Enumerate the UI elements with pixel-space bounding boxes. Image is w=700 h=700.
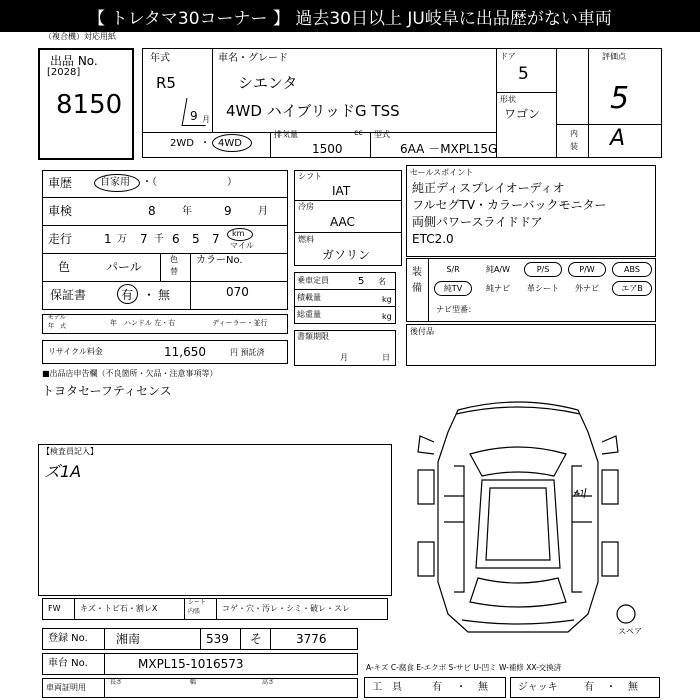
model-grade: 4WD ハイブリッドG TSS — [226, 102, 400, 120]
shape-value: ワゴン — [504, 107, 541, 121]
inspection-month-unit: 月 — [258, 206, 268, 217]
equipment-pw: P/W — [568, 262, 606, 277]
seat-label-2: 内張 — [188, 608, 201, 615]
doc-deadline-unit2: 日 — [382, 353, 390, 362]
displacement-value: 1500 — [312, 142, 343, 156]
warranty-sep: ・ — [143, 288, 156, 302]
seat-label-1: シート — [188, 599, 207, 606]
registration-area: 湘南 — [116, 632, 141, 646]
interior-label-2: 装 — [570, 142, 578, 151]
model-year-label-2: 年 式 — [48, 323, 67, 330]
equipment-airbag: エアB — [612, 281, 652, 296]
tools-no: 無 — [478, 682, 488, 693]
model-year-dealer: ディーラー・並行 — [212, 319, 268, 327]
registration-kana: そ — [250, 632, 263, 646]
doors-label: ドア — [500, 52, 516, 61]
mileage-label: 走行 — [48, 232, 73, 246]
capacity-value: 5 — [358, 276, 365, 287]
equipment-ps: P/S — [524, 262, 562, 277]
history-rest: ・（ ） — [142, 177, 237, 188]
history-value: 自家用 — [100, 177, 130, 188]
size-label: 車両証明用 — [46, 683, 86, 692]
model-code-label: 型式 — [374, 130, 390, 139]
equipment-aw: 純A/W — [485, 265, 511, 274]
equipment-sr: S/R — [446, 265, 460, 274]
model-year-handle: ハンドル 左・右 — [124, 319, 176, 327]
score-value: 5 — [610, 81, 630, 116]
seat-text: コゲ・穴・汚レ・シミ・破レ・スレ — [222, 604, 350, 613]
mileage-mile: マイル — [230, 241, 254, 250]
fuel-value: ガソリン — [322, 248, 371, 262]
model-code-value: 6AA －MXPL15G — [400, 142, 498, 156]
history-label: 車歴 — [48, 176, 73, 190]
equipment-ext-navi: 外ナビ — [575, 284, 599, 293]
score-label: 評価点 — [602, 52, 626, 61]
interior-value: A — [610, 126, 626, 151]
registration-number: 3776 — [296, 632, 327, 646]
year-month: 9 — [190, 109, 198, 123]
seller-notes-label: ■出品店申告欄（不良箇所・欠品・注意事項等） — [42, 369, 218, 378]
year-label: 年式 — [150, 53, 170, 64]
mileage-u1: 万 — [117, 234, 127, 245]
tools-yes: 有 — [432, 682, 442, 693]
lot-label: 出品 No. — [50, 54, 98, 68]
post-install-label: 後付品 — [410, 327, 434, 336]
displacement-label: 排気量 — [274, 130, 298, 139]
mileage-d3: 6 — [172, 232, 180, 246]
mileage-d4: 5 — [192, 232, 200, 246]
shift-value: IAT — [332, 184, 351, 198]
capacity-label: 乗車定員 — [297, 276, 329, 285]
size-width: 幅 — [190, 679, 197, 686]
inspector-notes-text: ズ1A — [44, 462, 82, 481]
tools-label: 工 具 — [372, 682, 402, 693]
diagram-mark: A1 — [574, 489, 585, 498]
equipment-label-2: 備 — [412, 283, 422, 294]
equipment-leather: 革シート — [527, 284, 559, 293]
doc-deadline-unit: 月 — [340, 353, 348, 362]
sales-point-line: フルセグTV・カラーバックモニター — [412, 198, 607, 212]
jack-no: 無 — [628, 682, 638, 693]
warranty-no: 無 — [158, 288, 171, 302]
model-year-label-1: モデル — [48, 314, 66, 321]
model-year-year: 年 — [110, 319, 117, 327]
recycle-label: リサイクル料金 — [48, 347, 103, 356]
gross-label: 総重量 — [297, 310, 321, 319]
mileage-d2: 7 — [140, 232, 148, 246]
equipment-abs: ABS — [612, 262, 652, 277]
mileage-d5: 7 — [212, 232, 220, 246]
paper-note: （複合機）対応用紙 — [44, 32, 116, 41]
recycle-value: 11,650 — [164, 345, 206, 359]
color-no-label: カラーNo. — [196, 255, 243, 266]
drive-4wd: 4WD — [218, 138, 242, 149]
inspector-notes-label: 【検査員記入】 — [42, 447, 98, 456]
warranty-label: 保証書 — [50, 288, 87, 302]
inspection-year: 8 — [148, 204, 156, 218]
fuel-label: 燃料 — [298, 235, 314, 244]
seller-notes-text: トヨタセーフティセンス — [42, 384, 172, 398]
aircon-value: AAC — [330, 215, 355, 229]
registration-label: 登録 No. — [48, 633, 88, 644]
size-height: 高さ — [262, 679, 275, 686]
mileage-d1: 1 — [104, 232, 112, 246]
sales-point-line: ETC2.0 — [412, 232, 454, 246]
post-install-box — [406, 324, 656, 366]
year-month-unit: 月 — [202, 115, 210, 124]
sales-point-line: 純正ディスプレイオーディオ — [412, 181, 565, 195]
color-side-2: 替 — [170, 267, 178, 276]
equipment-tv: 純TV — [434, 281, 472, 296]
fw-label: FW — [48, 604, 61, 613]
month-bracket — [182, 98, 211, 126]
warranty-yes: 有 — [121, 288, 134, 302]
lot-tag: [2028] — [47, 67, 81, 78]
inspection-year-unit: 年 — [182, 206, 192, 217]
chassis-label: 車台 No. — [48, 658, 88, 669]
car-damage-diagram — [398, 392, 638, 644]
size-row — [42, 678, 358, 698]
model-name: シエンタ — [238, 74, 298, 92]
equipment-navi: 純ナビ — [486, 284, 510, 293]
interior-label-1: 内 — [570, 129, 578, 138]
damage-legend: A-キズ C-腐食 E-エクボ S-サビ U-凹ミ W-補修 XX-交換済 — [366, 663, 562, 672]
sales-point-label: セールスポイント — [410, 168, 474, 177]
drive-sep: ・ — [200, 138, 210, 149]
mileage-u2: 千 — [154, 234, 164, 245]
lot-number: 8150 — [56, 90, 123, 120]
gross-unit: kg — [382, 312, 392, 321]
inspection-month: 9 — [224, 204, 232, 218]
color-side-1: 色 — [170, 255, 178, 264]
doors-value: 5 — [518, 64, 529, 84]
shift-label: シフト — [298, 172, 322, 181]
doc-deadline-label: 書類期限 — [297, 332, 329, 341]
color-no-value: 070 — [226, 285, 249, 299]
jack-sep: ・ — [606, 682, 616, 693]
load-label: 積載量 — [297, 293, 321, 302]
tools-sep: ・ — [456, 682, 466, 693]
inspector-notes-box — [38, 444, 392, 596]
registration-class: 539 — [206, 632, 229, 646]
jack-label: ジャッキ — [518, 682, 558, 693]
size-length: 長さ — [110, 679, 123, 686]
chassis-value: MXPL15-1016573 — [138, 657, 244, 671]
navi-model-label: ナビ型番： — [436, 305, 476, 314]
fw-text: キズ・トビ石・割レX — [80, 604, 158, 613]
load-unit: kg — [382, 295, 392, 304]
color-label: 色 — [58, 260, 71, 274]
inspection-label: 車検 — [48, 204, 73, 218]
capacity-unit: 名 — [378, 277, 386, 286]
spare-label: スペア — [618, 627, 642, 636]
shape-label: 形状 — [500, 95, 516, 104]
recycle-unit: 円 預託済 — [230, 348, 265, 357]
model-label: 車名・グレード — [218, 53, 288, 64]
displacement-unit: cc — [354, 128, 363, 137]
aircon-label: 冷房 — [298, 202, 314, 211]
header-banner: 【 トレタマ30コーナー 】 過去30日以上 JU岐阜に出品歴がない車両 — [0, 0, 700, 32]
sales-point-line: 両側パワースライドドア — [412, 215, 543, 229]
equipment-label-1: 装 — [412, 267, 422, 278]
color-value: パール — [106, 260, 142, 274]
jack-yes: 有 — [584, 682, 594, 693]
mileage-km: km — [232, 229, 245, 238]
drive-2wd: 2WD — [170, 138, 194, 149]
year-era: R5 — [156, 74, 176, 92]
